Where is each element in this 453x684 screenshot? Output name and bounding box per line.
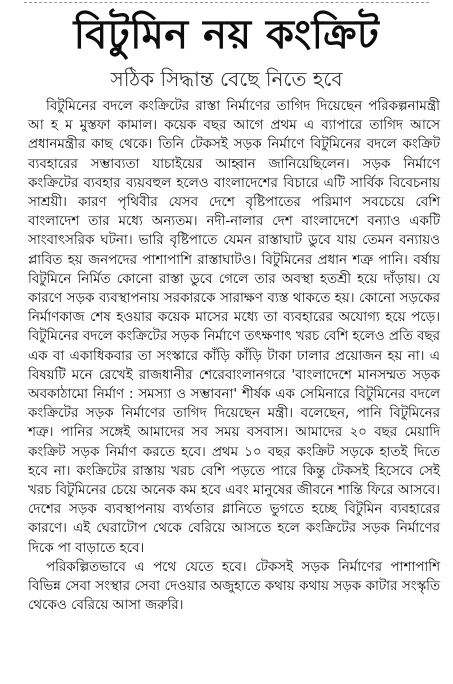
clipping-top-edge <box>24 2 429 6</box>
headline: বিটুমিন নয় কংক্রিট <box>73 12 380 58</box>
article-paragraph-1: বিটুমিনের বদলে কংক্রিটের রাস্তা নির্মাণের তাগিদ দিয়েছেন পরিকল্পনামন্ত্রী আ হ ম মুস্তফা কামাল। কয়েক বছর আগে প্রথম এ ব্যাপারে তাগিদ আসে প্রধানমন্ত্রীর কাছ থেকে। তিনি টেকসই সড়ক নির্মাণে বিটুমিনের বদলে কংক্রিট ব্যবহারের সম্ভাব্যতা যাচাইয়ের আহ্বান জানিয়েছিলেন। সড়ক নির্মাণে কংক্রিটের ব্যবহার ব্যয়বহুল হলেও বাংলাদেশের বিচারে এটি সার্বিক বিবেচনায় সাশ্রয়ী। কারণ পৃথিবীর যেসব দেশে বৃষ্টিপাতের পরিমাণ সবচেয়ে বেশি বাংলাদেশ তার মধ্যে অন্যতম। নদী-নালার দেশ বাংলাদেশে বন্যাও একটি সাংবাৎসরিক ঘটনা। ভারি বৃষ্টিপাতে যেমন রাস্তাঘাট ডুবে যায় তেমন বন্যায়ও প্লাবিত হয় জনপদের পাশাপাশি রাস্তাঘাটও। বিটুমিনের প্রধান শত্রু পানি। বর্ষায় বিটুমিনে নির্মিত কোনো রাস্তা ডুবে গেলে তার অবস্থা হতশ্রী হয়ে দাঁড়ায়। যে কারণে সড়ক ব্যবস্থাপনায় সরকারকে সারাক্ষণ ব্যস্ত থাকতে হয়। কোনো সড়কের নির্মাণকাজ শেষ হওয়ার কয়েক মাসের মধ্যে তা ব্যবহারের অযোগ্য হয়ে পড়ে। বিটুমিনের বদলে কংক্রিটের সড়ক নির্মাণে তৎক্ষণাৎ খরচ বেশি হলেও প্রতি বছর এক বা একাধিকবার তা সংস্কারে কাঁড়ি কাঁড়ি টাকা ঢালার প্রয়োজন হয় না। এ বিষয়টি মনে রেখেই রাজধানীর শেরেবাংলানগরে 'বাংলাদেশে মানসম্মত সড়ক অবকাঠামো নির্মাণ : সমস্যা ও সম্ভাবনা' শীর্ষক এক সেমিনারে বিটুমিনের বদলে কংক্রিটের সড়ক নির্মাণের তাগিদ দিয়েছেন মন্ত্রী। বলেছেন, পানি বিটুমিনের শত্রু। পানির সঙ্গেই আমাদের সব সময় বসবাস। আমাদের ২০ বছর মেয়াদি কংক্রিট সড়ক নির্মাণ করতে হবে। প্রথম ১০ বছর কংক্রিট সড়কে হাতই দিতে হবে না। কংক্রিটের রাস্তায় খরচ বেশি পড়তে পারে কিন্তু টেকসই হিসেবে সেই খরচ বিটুমিনের চেয়ে অনেক কম হবে এবং মানুষের জীবনে শান্তি ফিরে আসবে। দেশের সড়ক ব্যবস্থাপনায় ব্যর্থতার গ্লানিতে ভুগতে হচ্ছে বিটুমিন ব্যবহারের কারণে। এই ঘেরাটোপ থেকে বেরিয়ে আসতে হলে কংক্রিটের সড়ক নির্মাণের দিকে পা বাড়াতে হবে। <box>28 99 440 556</box>
article-body <box>28 97 440 615</box>
article-paragraph-2: পরিকল্পিতভাবে এ পথে যেতে হবে। টেকসই সড়ক নির্মাণের পাশাপাশি বিভিন্ন সেবা সংস্থার সেবা দেওয়ার অজুহাতে কথায় কথায় সড়ক কাটার সংস্কৃতি থেকেও বেরিয়ে আসা জরুরি। <box>28 559 440 614</box>
subtitle: সঠিক সিদ্ধান্ত বেছে নিতে হবে <box>110 67 343 91</box>
